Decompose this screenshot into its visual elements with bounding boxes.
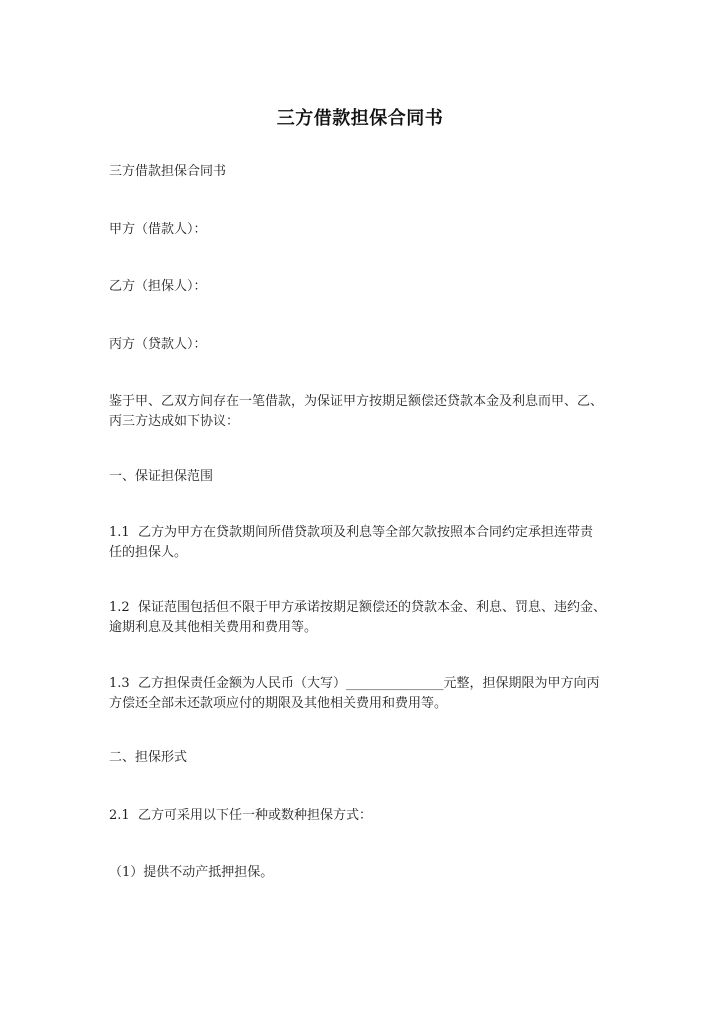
- clause-1-1: 1.1 乙方为甲方在贷款期间所借贷款项及利息等全部欠款按照本合同约定承担连带责 任的担保人。: [109, 525, 593, 560]
- party-c-line: 丙方（贷款人）：: [109, 337, 207, 352]
- party-b-line: 乙方（担保人）：: [109, 279, 207, 294]
- preamble-paragraph: 鉴于甲、乙双方间存在一笔借款，为保证甲方按期足额偿还贷款本金及利息而甲、乙、 丙三方达成如下协议：: [109, 394, 604, 429]
- list-item-1: （1）提供不动产抵押担保。: [109, 865, 274, 880]
- party-a-line: 甲方（借款人）：: [109, 222, 207, 237]
- clause-1-2: 1.2 保证范围包括但不限于甲方承诺按期足额偿还的贷款本金、利息、罚息、违约金、 逾期利息及其他相关费用和费用等。: [109, 600, 606, 635]
- clause-1-3: 1.3 乙方担保责任金额为人民币（大写）_______________元整，担保期限为甲方向丙 方偿还全部未还款项应付的期限及其他相关费用和费用等。: [109, 676, 600, 711]
- clause-2-1: 2.1 乙方可采用以下任一种或数种担保方式：: [109, 808, 372, 823]
- section-2-heading: 二、担保形式: [109, 750, 188, 765]
- document-title: 三方借款担保合同书: [276, 108, 444, 129]
- document-subtitle: 三方借款担保合同书: [109, 164, 227, 179]
- section-1-heading: 一、保证担保范围: [109, 469, 214, 484]
